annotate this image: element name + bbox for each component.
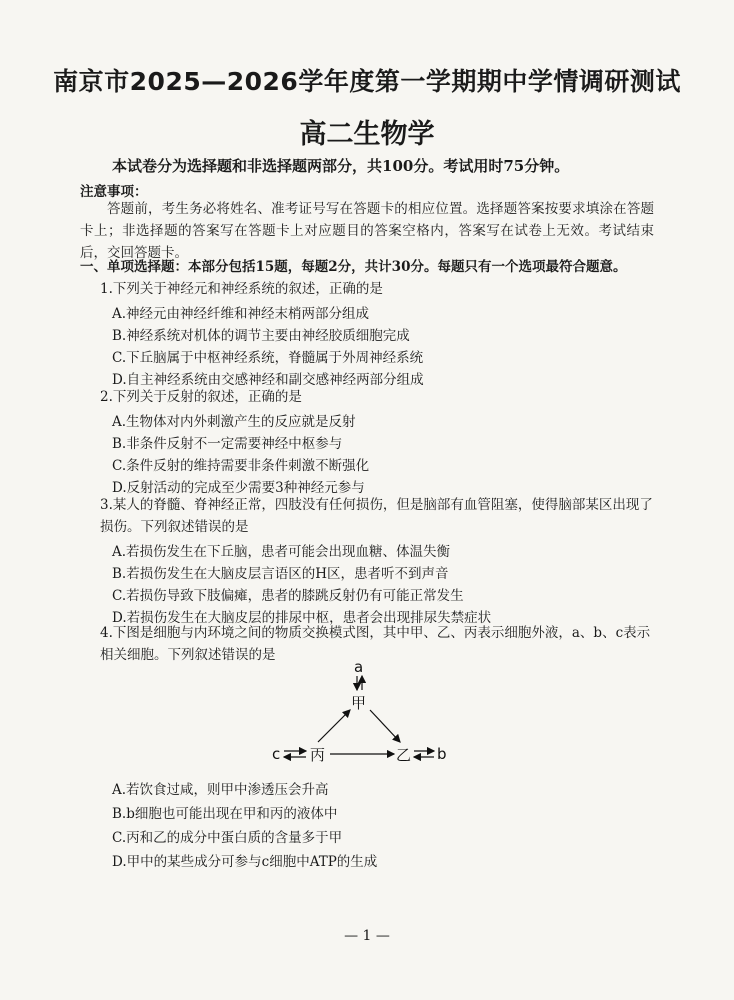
question-1-option-c: C.下丘脑属于中枢神经系统，脊髓属于外周神经系统: [112, 350, 424, 366]
cell-c-label: c: [272, 745, 281, 763]
cell-a-label: a: [354, 660, 364, 676]
exam-intro: 本试卷分为选择题和非选择题两部分，共100分。考试用时75分钟。: [112, 157, 570, 175]
fluid-jia-label: 甲: [351, 694, 367, 712]
question-1-option-b: B.神经系统对机体的调节主要由神经胶质细胞完成: [112, 328, 410, 344]
question-2-option-d: D.反射活动的完成至少需要3种神经元参与: [112, 480, 365, 496]
subject-title: 高二生物学: [299, 119, 435, 150]
question-2-stem: 2.下列关于反射的叙述，正确的是: [100, 389, 302, 405]
page-number: — 1 —: [344, 928, 390, 944]
question-3-option-a: A.若损伤发生在下丘脑，患者可能会出现血糖、体温失衡: [112, 544, 451, 560]
fluid-bing-label: 丙: [310, 746, 326, 764]
question-4-option-a: A.若饮食过咸，则甲中渗透压会升高: [112, 782, 329, 798]
cell-b-label: b: [437, 745, 447, 763]
exchange-diagram: [270, 660, 450, 765]
question-3-option-c: C.若损伤导致下肢偏瘫，患者的膝跳反射仍有可能正常发生: [112, 588, 464, 604]
question-2-option-b: B.非条件反射不一定需要神经中枢参与: [112, 436, 343, 452]
arrow-jia-to-yi: [370, 710, 400, 742]
notice-heading: 注意事项：: [80, 184, 148, 200]
question-3-stem: 3.某人的脊髓、脊神经正常，四肢没有任何损伤，但是脑部有血管阻塞，使得脑部某区出现了损伤。下列叙述错误的是: [100, 497, 653, 535]
exam-title: 南京市2025—2026学年度第一学期期中学情调研测试: [53, 67, 681, 96]
question-4-option-d: D.甲中的某些成分可参与c细胞中ATP的生成: [112, 854, 378, 870]
question-2-option-c: C.条件反射的维持需要非条件刺激不断强化: [112, 458, 370, 474]
arrow-bing-to-jia: [318, 710, 350, 742]
question-1-option-d: D.自主神经系统由交感神经和副交感神经两部分组成: [112, 372, 424, 388]
question-4-stem: 4.下图是细胞与内环境之间的物质交换模式图，其中甲、乙、丙表示细胞外液，a、b、c表示相关细胞。下列叙述错误的是: [100, 625, 651, 663]
question-4-option-c: C.丙和乙的成分中蛋白质的含量多于甲: [112, 830, 343, 846]
question-4-option-b: B.b细胞也可能出现在甲和丙的液体中: [112, 806, 338, 822]
question-3-option-b: B.若损伤发生在大脑皮层言语区的H区，患者听不到声音: [112, 566, 449, 582]
question-1-option-a: A.神经元由神经纤维和神经末梢两部分组成: [112, 306, 370, 322]
section-heading: 一、单项选择题：本部分包括15题，每题2分，共计30分。每题只有一个选项最符合题意。: [80, 259, 627, 275]
notice-text: 答题前，考生务必将姓名、准考证号写在答题卡的相应位置。选择题答案按要求填涂在答题卡上；非选择题的答案写在答题卡上对应题目的答案空格内，答案写在试卷上无效。考试结束后，交回答题卡。: [80, 201, 654, 261]
question-3-option-d: D.若损伤发生在大脑皮层的排尿中枢，患者会出现排尿失禁症状: [112, 610, 492, 626]
fluid-yi-label: 乙: [396, 746, 412, 764]
question-2-option-a: A.生物体对内外刺激产生的反应就是反射: [112, 414, 356, 430]
question-1-stem: 1.下列关于神经元和神经系统的叙述，正确的是: [100, 281, 383, 297]
